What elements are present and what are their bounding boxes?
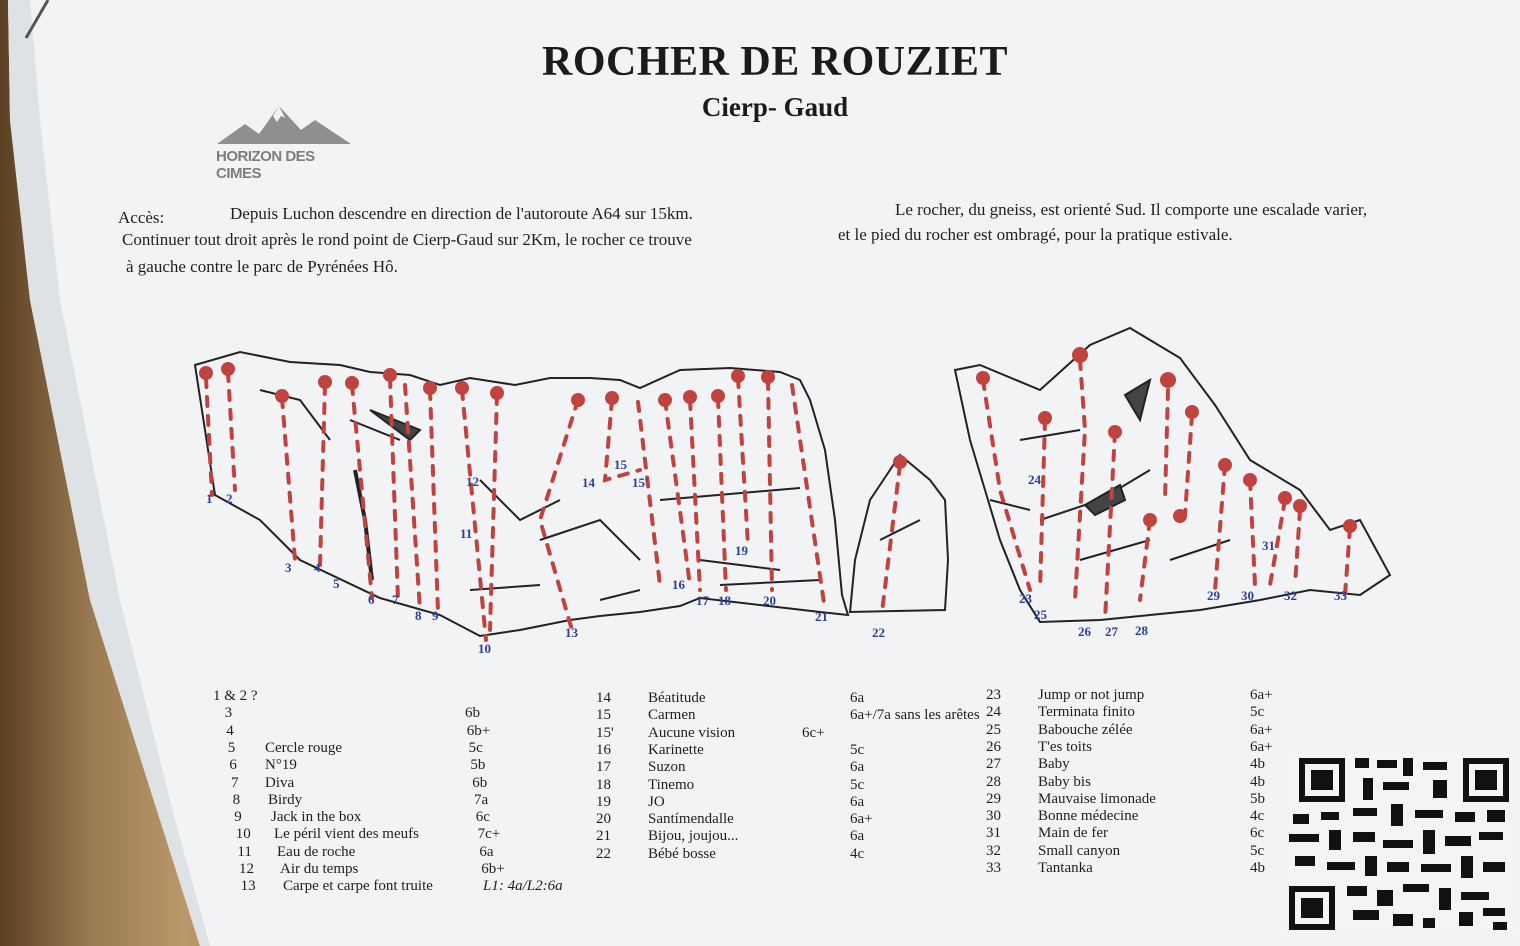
topo-label-18: 18 bbox=[718, 593, 731, 608]
route-name: T'es toits bbox=[1038, 738, 1092, 755]
route-number: 6 bbox=[229, 757, 237, 774]
topo-label-12: 12 bbox=[466, 474, 479, 489]
route-grade: 5c bbox=[1250, 842, 1265, 859]
route-name: Suzon bbox=[648, 759, 686, 776]
topo-label-15: 15 bbox=[614, 457, 627, 472]
route-grade: 5c bbox=[468, 739, 483, 756]
topo-label-14: 14 bbox=[582, 475, 595, 490]
route-number: 15 bbox=[596, 707, 611, 724]
route-number: 21 bbox=[596, 828, 611, 845]
route-name: Bijou, joujou... bbox=[648, 828, 739, 845]
route-grade: 6a bbox=[850, 793, 865, 810]
route-name: Diva bbox=[265, 774, 295, 791]
route-name: Baby bis bbox=[1038, 773, 1091, 790]
route-name: Tantanka bbox=[1038, 860, 1093, 876]
route-number: 23 bbox=[986, 687, 1001, 703]
route-grade: 6b bbox=[465, 705, 480, 722]
route-number: 24 bbox=[986, 704, 1001, 721]
route-grade: 6b+ bbox=[466, 722, 491, 739]
route-number: 26 bbox=[986, 738, 1001, 755]
rock-outline-right bbox=[955, 328, 1390, 622]
route-name: Carmen bbox=[648, 707, 696, 724]
topo-label-2: 2 bbox=[226, 491, 233, 506]
route-number: 20 bbox=[596, 811, 611, 828]
route-number: 7 bbox=[231, 774, 239, 791]
topo-label-25: 25 bbox=[1034, 607, 1047, 622]
topo-label-20: 20 bbox=[763, 593, 776, 608]
route-name: N°19 bbox=[265, 757, 297, 774]
route-name: Bébé bosse bbox=[648, 845, 716, 862]
topo-label-11: 11 bbox=[460, 526, 473, 541]
route-number: 27 bbox=[986, 756, 1001, 773]
route-name: Air du temps bbox=[280, 861, 359, 877]
route-number: 16 bbox=[596, 741, 611, 758]
route-number: 4 bbox=[226, 722, 234, 739]
access-line-3: à gauche contre le parc de Pyrénées Hô. bbox=[126, 257, 398, 276]
topo-label-29: 29 bbox=[1207, 588, 1220, 603]
route-number: 14 bbox=[596, 690, 611, 706]
route-number: 5 bbox=[227, 739, 236, 756]
route-name: Babouche zélée bbox=[1038, 721, 1133, 738]
route-number: 12 bbox=[239, 861, 254, 877]
logo-text: HORIZON DES CIMES bbox=[216, 148, 315, 182]
topo-label-27: 27 bbox=[1105, 624, 1118, 639]
route-number: 10 bbox=[235, 826, 251, 843]
route-grade: 5b bbox=[1250, 790, 1265, 807]
route-number: 9 bbox=[234, 809, 242, 826]
rock-outline-left bbox=[195, 352, 848, 636]
route-name: Terminata finito bbox=[1038, 704, 1135, 721]
route-number: 18 bbox=[596, 776, 611, 793]
route-name: Le péril vient des meufs bbox=[274, 826, 419, 843]
route-grade: 6a bbox=[850, 690, 865, 706]
route-anchors bbox=[199, 347, 1357, 533]
route-number-labels bbox=[206, 457, 1348, 656]
route-number: 31 bbox=[986, 825, 1001, 842]
route-grade: L1: 4a/L2:6a bbox=[483, 878, 563, 895]
route-number: 29 bbox=[986, 790, 1001, 807]
route-number: 28 bbox=[986, 773, 1001, 790]
route-number: 17 bbox=[596, 759, 611, 776]
topo-label-15-prime: 15' bbox=[632, 475, 649, 490]
route-name: Carpe et carpe font truite bbox=[283, 878, 433, 895]
route-grade: 4c bbox=[850, 845, 865, 862]
route-number: 30 bbox=[986, 808, 1001, 825]
route-number: 11 bbox=[237, 843, 252, 860]
topo-label-3: 3 bbox=[285, 560, 292, 575]
topo-label-9: 9 bbox=[432, 608, 439, 623]
description-line-2: et le pied du rocher est ombragé, pour la pratique estivale. bbox=[838, 225, 1233, 244]
route-grade: 6b bbox=[472, 774, 488, 791]
access-line-1: Depuis Luchon descendre en direction de l'autoroute A64 sur 15km. bbox=[230, 204, 693, 223]
topo-label-21: 21 bbox=[815, 609, 828, 624]
route-name: Jack in the box bbox=[271, 809, 362, 826]
route-name: Bonne médecine bbox=[1038, 808, 1139, 825]
route-number: 22 bbox=[596, 845, 611, 862]
route-name: Small canyon bbox=[1038, 842, 1121, 859]
route-name: Santímendalle bbox=[648, 811, 734, 828]
topo-label-28: 28 bbox=[1135, 623, 1148, 638]
route-name: Karinette bbox=[648, 741, 704, 758]
route-grade: 6a+ bbox=[1250, 738, 1273, 755]
route-name: Main de fer bbox=[1038, 825, 1108, 842]
route-grade: 6c bbox=[1250, 825, 1265, 842]
route-name: Mauvaise limonade bbox=[1038, 790, 1156, 807]
route-grade: 6a+ bbox=[1250, 721, 1273, 738]
route-grade: 7c+ bbox=[477, 826, 501, 843]
route-number: 19 bbox=[596, 793, 611, 810]
route-name: Cercle rouge bbox=[265, 739, 343, 756]
page-subtitle: Cierp- Gaud bbox=[701, 92, 849, 122]
route-name: Tinemo bbox=[648, 776, 695, 793]
route-number: 25 bbox=[986, 721, 1001, 738]
topo-label-6: 6 bbox=[368, 592, 375, 607]
topo-label-31: 31 bbox=[1262, 538, 1275, 553]
topo-label-23: 23 bbox=[1019, 591, 1032, 606]
route-grade: 5b bbox=[470, 757, 486, 774]
route-number: 32 bbox=[986, 842, 1001, 859]
topo-label-22: 22 bbox=[872, 625, 885, 640]
route-grade: 5c bbox=[1250, 704, 1265, 721]
route-grade: 6a bbox=[850, 828, 865, 845]
rock-outline-middle bbox=[850, 455, 948, 612]
route-grade: 4b bbox=[1250, 756, 1265, 773]
topo-label-30: 30 bbox=[1241, 588, 1254, 603]
crag-topo-drawing bbox=[180, 320, 1410, 660]
topo-label-13: 13 bbox=[565, 625, 578, 640]
route-name: Béatitude bbox=[648, 690, 706, 706]
route-number: 13 bbox=[240, 878, 256, 895]
topo-label-10: 10 bbox=[478, 641, 491, 656]
topo-label-19: 19 bbox=[735, 543, 748, 558]
route-grade: 6a+ bbox=[1250, 687, 1273, 703]
access-label: Accès: bbox=[118, 208, 165, 227]
route-name: Eau de roche bbox=[277, 843, 356, 860]
route-grade: 6a bbox=[850, 759, 865, 776]
route-name: Aucune vision bbox=[648, 724, 736, 741]
route-grade: 7a bbox=[474, 791, 489, 808]
access-line-2: Continuer tout droit après le rond point de Cierp-Gaud sur 2Km, le rocher ce trouve bbox=[122, 230, 692, 249]
route-number: 33 bbox=[986, 860, 1001, 876]
topo-label-26: 26 bbox=[1078, 624, 1091, 639]
topo-label-24: 24 bbox=[1028, 472, 1041, 487]
topo-label-8: 8 bbox=[415, 608, 422, 623]
route-grade: 6a bbox=[479, 843, 494, 860]
page-title: ROCHER DE ROUZIET bbox=[542, 39, 1008, 85]
route-name: JO bbox=[648, 793, 665, 810]
route-grade: 5c bbox=[850, 741, 865, 758]
route-name: Birdy bbox=[268, 791, 303, 808]
topo-label-16: 16 bbox=[672, 577, 685, 592]
route-grade: 6b+ bbox=[481, 861, 505, 877]
route-name: Jump or not jump bbox=[1038, 687, 1145, 703]
qr-code-icon bbox=[1283, 752, 1515, 932]
route-grade: 4c bbox=[1250, 808, 1265, 825]
route-number: 15' bbox=[596, 724, 614, 741]
description-line-1: Le rocher, du gneiss, est orienté Sud. Il comporte une escalade varier, bbox=[895, 200, 1368, 219]
route-number: 3 bbox=[224, 705, 233, 722]
route-number: 8 bbox=[232, 791, 241, 808]
route-name: Baby bbox=[1038, 756, 1070, 773]
route-grade: 4b bbox=[1250, 860, 1265, 876]
route-grade: 6c bbox=[475, 809, 490, 826]
route-grade: 5c bbox=[850, 776, 865, 793]
topo-label-7: 7 bbox=[392, 592, 399, 607]
topo-label-5: 5 bbox=[333, 576, 340, 591]
route-grade: 6a+/7a sans les arêtes bbox=[850, 707, 980, 724]
route-grade: 4b bbox=[1250, 773, 1265, 790]
topo-label-33: 33 bbox=[1334, 588, 1347, 603]
route-grade: 6a+ bbox=[850, 811, 873, 828]
route-grade: 6c+ bbox=[802, 724, 825, 741]
route-number: 1 & 2 ? bbox=[213, 688, 258, 704]
topo-label-4: 4 bbox=[314, 560, 321, 575]
topo-label-32: 32 bbox=[1284, 588, 1297, 603]
topo-label-17: 17 bbox=[696, 593, 709, 608]
topo-label-1: 1 bbox=[206, 491, 213, 506]
